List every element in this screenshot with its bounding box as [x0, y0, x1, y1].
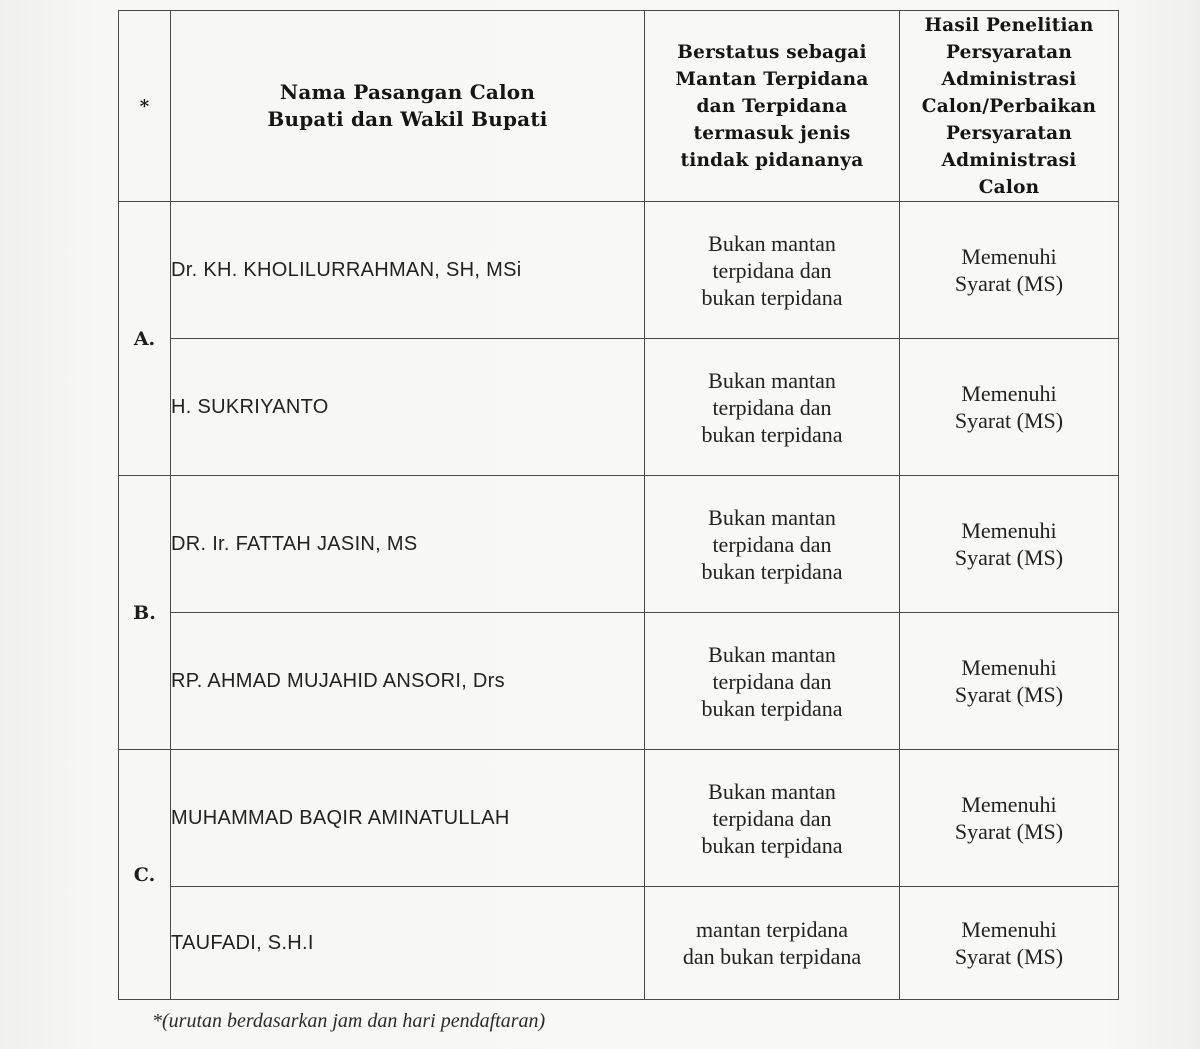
candidate-name: TAUFADI, S.H.I — [171, 887, 645, 1000]
candidate-status — [645, 887, 900, 1000]
group-label-c: C. — [119, 750, 171, 1000]
candidate-status-text: Bukan mantan terpidana dan bukan terpidana — [701, 641, 843, 721]
table-row — [119, 202, 1119, 339]
candidate-name: Dr. KH. KHOLILURRAHMAN, SH, MSi — [171, 202, 645, 339]
group-label-b: B. — [119, 476, 171, 750]
header-status — [645, 11, 900, 202]
candidate-status — [645, 339, 900, 476]
candidate-table — [118, 10, 1119, 1000]
table-header-row — [119, 11, 1119, 202]
candidate-result — [900, 339, 1119, 476]
candidate-name: RP. AHMAD MUJAHID ANSORI, Drs — [171, 613, 645, 750]
candidate-result-text: Memenuhi Syarat (MS) — [954, 518, 1064, 570]
candidate-result — [900, 202, 1119, 339]
header-result-text: Hasil Penelitian Persyaratan Administrasi Calon/Perbaikan Persyaratan Administrasi Calon — [921, 14, 1097, 198]
candidate-result — [900, 613, 1119, 750]
table-row — [119, 887, 1119, 1000]
candidate-result-text: Memenuhi Syarat (MS) — [954, 792, 1064, 844]
header-status-text: Berstatus sebagai Mantan Terpidana dan Terpidana termasuk jenis tindak pidananya — [675, 41, 869, 171]
candidate-name: MUHAMMAD BAQIR AMINATULLAH — [171, 750, 645, 887]
group-label-a: A. — [119, 202, 171, 476]
candidate-status-text: Bukan mantan terpidana dan bukan terpidana — [701, 230, 843, 310]
header-index: * — [119, 11, 171, 202]
candidate-status — [645, 613, 900, 750]
candidate-status-text: Bukan mantan terpidana dan bukan terpidana — [701, 778, 843, 858]
candidate-name: DR. Ir. FATTAH JASIN, MS — [171, 476, 645, 613]
header-result — [900, 11, 1119, 202]
candidate-result-text: Memenuhi Syarat (MS) — [954, 381, 1064, 433]
candidate-status — [645, 202, 900, 339]
header-name — [171, 11, 645, 202]
table-row — [119, 339, 1119, 476]
candidate-status-text: mantan terpidana dan bukan terpidana — [682, 917, 862, 969]
candidate-status-text: Bukan mantan terpidana dan bukan terpidana — [701, 504, 843, 584]
candidate-result — [900, 750, 1119, 887]
candidate-result-text: Memenuhi Syarat (MS) — [954, 244, 1064, 296]
candidate-name: H. SUKRIYANTO — [171, 339, 645, 476]
candidate-status — [645, 750, 900, 887]
candidate-result — [900, 887, 1119, 1000]
table-row — [119, 613, 1119, 750]
candidate-result — [900, 476, 1119, 613]
candidate-status — [645, 476, 900, 613]
table-row — [119, 476, 1119, 613]
table-row — [119, 750, 1119, 887]
footnote: *(urutan berdasarkan jam dan hari pendaftaran) — [152, 1010, 546, 1032]
candidate-result-text: Memenuhi Syarat (MS) — [954, 655, 1064, 707]
candidate-status-text: Bukan mantan terpidana dan bukan terpidana — [701, 367, 843, 447]
header-name-text: Nama Pasangan Calon Bupati dan Wakil Bupati — [267, 80, 548, 131]
candidate-result-text: Memenuhi Syarat (MS) — [954, 917, 1064, 969]
